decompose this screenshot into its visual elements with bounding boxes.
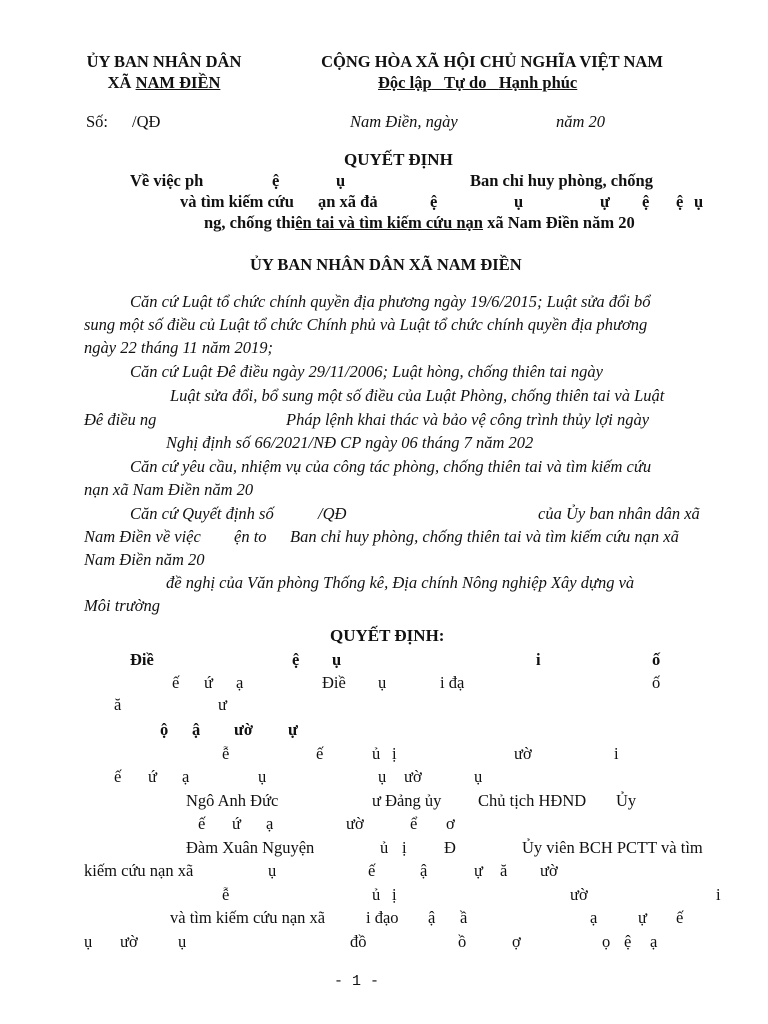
legal-basis-1-line-1: Căn cứ Luật tổ chức chính quyền địa phương ngày 19/6/2015; Luật sửa đổi bổ: [130, 292, 651, 311]
text-fragment: i: [536, 650, 541, 669]
legal-basis-2-line-2: Luật sửa đổi, bổ sung một số điều của Luật Phòng, chống thiên tai và Luật: [170, 386, 665, 405]
decision-heading: QUYẾT ĐỊNH: [344, 150, 453, 169]
text-fragment: ệ: [292, 650, 300, 669]
text-fragment: ụ: [258, 767, 267, 786]
text-fragment: ụ: [378, 673, 387, 692]
text-fragment: ườ: [540, 861, 558, 880]
text-fragment: Điề: [130, 650, 154, 669]
legal-basis-4-line-2c: Ban chỉ huy phòng, chống thiên tai và tìm kiếm cứu nạn xã: [290, 527, 679, 546]
org-commune-prefix: XÃ: [107, 73, 136, 92]
text-fragment: ạ: [182, 767, 190, 786]
page-number: - 1 -: [334, 973, 380, 990]
org-name: ỦY BAN NHÂN DÂN: [86, 52, 242, 71]
text-fragment: ụ: [378, 767, 387, 786]
text-fragment: ụ: [332, 650, 342, 669]
text-fragment: ạ: [236, 673, 244, 692]
text-fragment: ủ: [380, 838, 389, 857]
text-fragment: ườ: [570, 885, 588, 904]
legal-basis-4-line-1a: Căn cứ Quyết định số: [130, 504, 274, 523]
text-fragment: ứ: [232, 814, 241, 833]
text-fragment: ạ: [590, 908, 598, 927]
text-fragment: ế: [198, 814, 206, 833]
place-date: Nam Điền, ngày: [350, 112, 458, 131]
text-fragment: ể: [410, 814, 418, 833]
text-fragment: ự: [288, 720, 298, 739]
text-fragment: ợ: [512, 932, 521, 951]
text-fragment: ế: [172, 673, 180, 692]
text-fragment: ụ: [514, 192, 524, 211]
member-name-1: Ngô Anh Đức: [186, 791, 279, 810]
legal-basis-1-line-2: sung một số điều củ Luật tổ chức Chính phủ và Luật tổ chức chính quyền địa phương: [84, 315, 648, 334]
text-fragment: i: [614, 744, 619, 763]
text-fragment: ạn xã đả: [318, 192, 378, 211]
text-fragment: ị: [392, 744, 397, 763]
text-fragment: ứ: [148, 767, 157, 786]
document-number-label: Số:: [86, 112, 109, 131]
text-fragment: ị: [402, 838, 407, 857]
text-fragment: i đạ: [440, 673, 465, 692]
national-motto: [378, 73, 577, 93]
text-fragment: ệ: [676, 192, 684, 211]
text-fragment: ộ: [160, 720, 169, 739]
text-fragment: ứ: [204, 673, 213, 692]
legal-basis-3-line-2: nạn xã Nam Điền năm 20: [84, 480, 254, 499]
text-fragment: và tìm kiếm cứu: [180, 192, 294, 211]
document-number: /QĐ: [132, 112, 161, 131]
text-fragment: ườ: [346, 814, 364, 833]
legal-basis-3-line-1: Căn cứ yêu cầu, nhiệm vụ của công tác phòng, chống thiên tai và tìm kiếm cứu: [130, 457, 652, 476]
text-fragment: Ban chỉ huy phòng, chống: [470, 171, 653, 190]
text-fragment: ế: [676, 908, 684, 927]
text-fragment: đồ: [350, 932, 367, 951]
text-fragment: ơ: [446, 814, 455, 833]
text-fragment: ố: [652, 673, 661, 692]
text-fragment: Ủy viên BCH PCTT và tìm: [522, 838, 703, 857]
text-fragment: Về việc ph: [130, 171, 204, 190]
text-fragment: ă: [114, 695, 122, 714]
text-fragment: ệ: [272, 171, 280, 190]
legal-basis-4-line-3: Nam Điền năm 20: [84, 550, 205, 569]
text-fragment: ườ: [404, 767, 422, 786]
text-fragment: ụ: [474, 767, 483, 786]
motto-freedom: Tự do: [444, 73, 487, 92]
text-fragment: ạ: [266, 814, 274, 833]
text-fragment: Ủy: [616, 791, 637, 810]
text-fragment: ng, chống thi: [204, 213, 296, 232]
date-year: năm 20: [556, 112, 606, 131]
national-title: CỘNG HÒA XÃ HỘI CHỦ NGHĨA VIỆT NAM: [321, 52, 663, 71]
org-commune-name: NAM ĐIỀN: [135, 73, 221, 92]
org-commune: [64, 73, 264, 93]
text-fragment: ầ: [460, 908, 468, 927]
text-fragment: ế: [114, 767, 122, 786]
text-fragment: ụ: [178, 932, 187, 951]
text-fragment: ố: [652, 650, 661, 669]
text-fragment: xã Nam Điền năm 20: [482, 213, 635, 232]
text-fragment: ă: [500, 861, 508, 880]
legal-basis-2-line-4: Nghị định số 66/2021/NĐ CP ngày 06 tháng 7 năm 202: [166, 433, 534, 452]
legal-basis-2-line-3b: Pháp lệnh khai thác và bảo vệ công trình thủy lợi ngày: [286, 410, 650, 429]
subject-line-3: [204, 213, 635, 233]
text-fragment: ễ: [222, 744, 230, 763]
text-fragment: ên tai và tìm kiếm cứu nạn: [295, 213, 483, 232]
text-fragment: ườ: [514, 744, 532, 763]
motto-happiness: Hạnh phúc: [498, 73, 578, 92]
text-fragment: ự: [638, 908, 647, 927]
text-fragment: ụ: [336, 171, 346, 190]
text-fragment: ệ: [624, 932, 632, 951]
text-fragment: ệ: [430, 192, 438, 211]
text-fragment: ụ: [268, 861, 277, 880]
proposal-line-1: đề nghị của Văn phòng Thống kê, Địa chính Nông nghiệp Xây dựng và: [166, 573, 635, 592]
legal-basis-1-line-3: ngày 22 tháng 11 năm 2019;: [84, 338, 273, 357]
legal-basis-2-line-3a: Đê điều ng: [84, 410, 157, 429]
text-fragment: ự: [474, 861, 483, 880]
decision-subheading: QUYẾT ĐỊNH:: [330, 626, 445, 645]
text-fragment: Chủ tịch HĐND: [478, 791, 587, 810]
text-fragment: ư Đảng ủy: [372, 791, 442, 810]
text-fragment: ễ: [222, 885, 230, 904]
text-fragment: ế: [316, 744, 324, 763]
text-fragment: Đ: [444, 838, 456, 857]
motto-independence: Độc lập: [378, 73, 432, 92]
text-fragment: kiếm cứu nạn xã: [84, 861, 194, 880]
legal-basis-4-line-1b: /QĐ: [318, 504, 347, 523]
legal-basis-4-line-2b: ện to: [234, 527, 267, 546]
text-fragment: ế: [368, 861, 376, 880]
text-fragment: i đạo: [366, 908, 399, 927]
text-fragment: ậ: [428, 908, 436, 927]
text-fragment: ồ: [458, 932, 467, 951]
text-fragment: Điề: [322, 673, 346, 692]
text-fragment: ự: [600, 192, 610, 211]
proposal-line-2: Môi trường: [84, 596, 161, 615]
text-fragment: ư: [218, 695, 227, 714]
text-fragment: ị: [392, 885, 397, 904]
text-fragment: ủ: [372, 744, 381, 763]
text-fragment: ườ: [234, 720, 254, 739]
text-fragment: ụ: [694, 192, 704, 211]
issuing-authority: ỦY BAN NHÂN DÂN XÃ NAM ĐIỀN: [250, 255, 522, 274]
text-fragment: và tìm kiếm cứu nạn xã: [170, 908, 326, 927]
legal-basis-4-line-2a: Nam Điền về việc: [84, 527, 201, 546]
text-fragment: ủ: [372, 885, 381, 904]
legal-basis-4-line-1c: của Ủy ban nhân dân xã: [538, 504, 700, 523]
legal-basis-2-line-1: Căn cứ Luật Đê điều ngày 29/11/2006; Luật hòng, chống thiên tai ngày: [130, 362, 603, 381]
text-fragment: ụ: [84, 932, 93, 951]
text-fragment: ườ: [120, 932, 138, 951]
text-fragment: ậ: [192, 720, 201, 739]
text-fragment: ọ: [602, 932, 611, 951]
text-fragment: ệ: [642, 192, 650, 211]
text-fragment: ậ: [420, 861, 428, 880]
member-name-2: Đàm Xuân Nguyện: [186, 838, 315, 857]
text-fragment: i: [716, 885, 721, 904]
text-fragment: ạ: [650, 932, 658, 951]
